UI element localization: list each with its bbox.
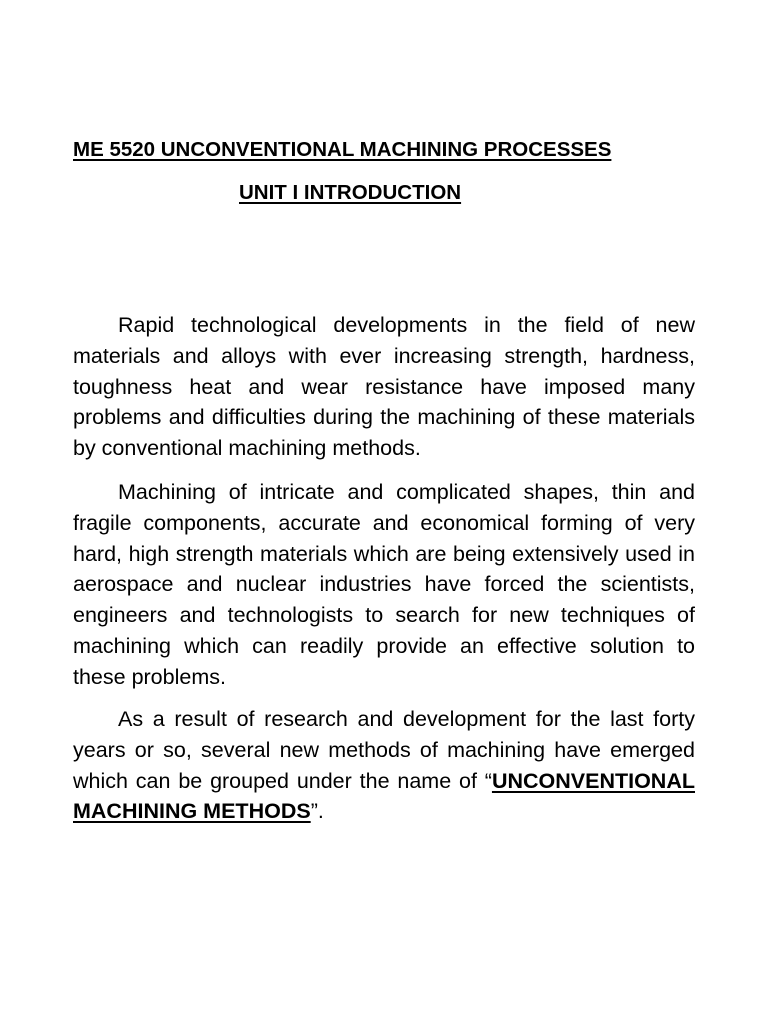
emphasized-term: UNCONVENTIONAL MACHINING METHODS bbox=[73, 768, 695, 824]
paragraph-machining-needs: Machining of intricate and complicated shapes, thin and fragile components, accurate and economical forming of very hard, high strength materials which are being extensively used in aerospace and nuclear industries have forced the scientists, engineers and technologists to search for new techniques of machining which can readily provide an effective solution to these problems. bbox=[73, 480, 695, 689]
paragraph-intro: Rapid technological developments in the field of new materials and alloys with ever increasing strength, hardness, toughness heat and wear resistance have imposed many problems and difficulties during the machining of these materials by conventional machining methods. bbox=[73, 313, 695, 461]
conclusion-text: As a result of research and development for the last forty years or so, several new methods of machining have emerged which can be grouped under the name of “ bbox=[73, 707, 695, 793]
unit-title: UNIT I INTRODUCTION bbox=[239, 181, 462, 204]
paragraph-conclusion bbox=[73, 704, 695, 827]
course-title: ME 5520 UNCONVENTIONAL MACHINING PROCESSES bbox=[73, 138, 612, 161]
conclusion-end: ”. bbox=[310, 799, 324, 824]
